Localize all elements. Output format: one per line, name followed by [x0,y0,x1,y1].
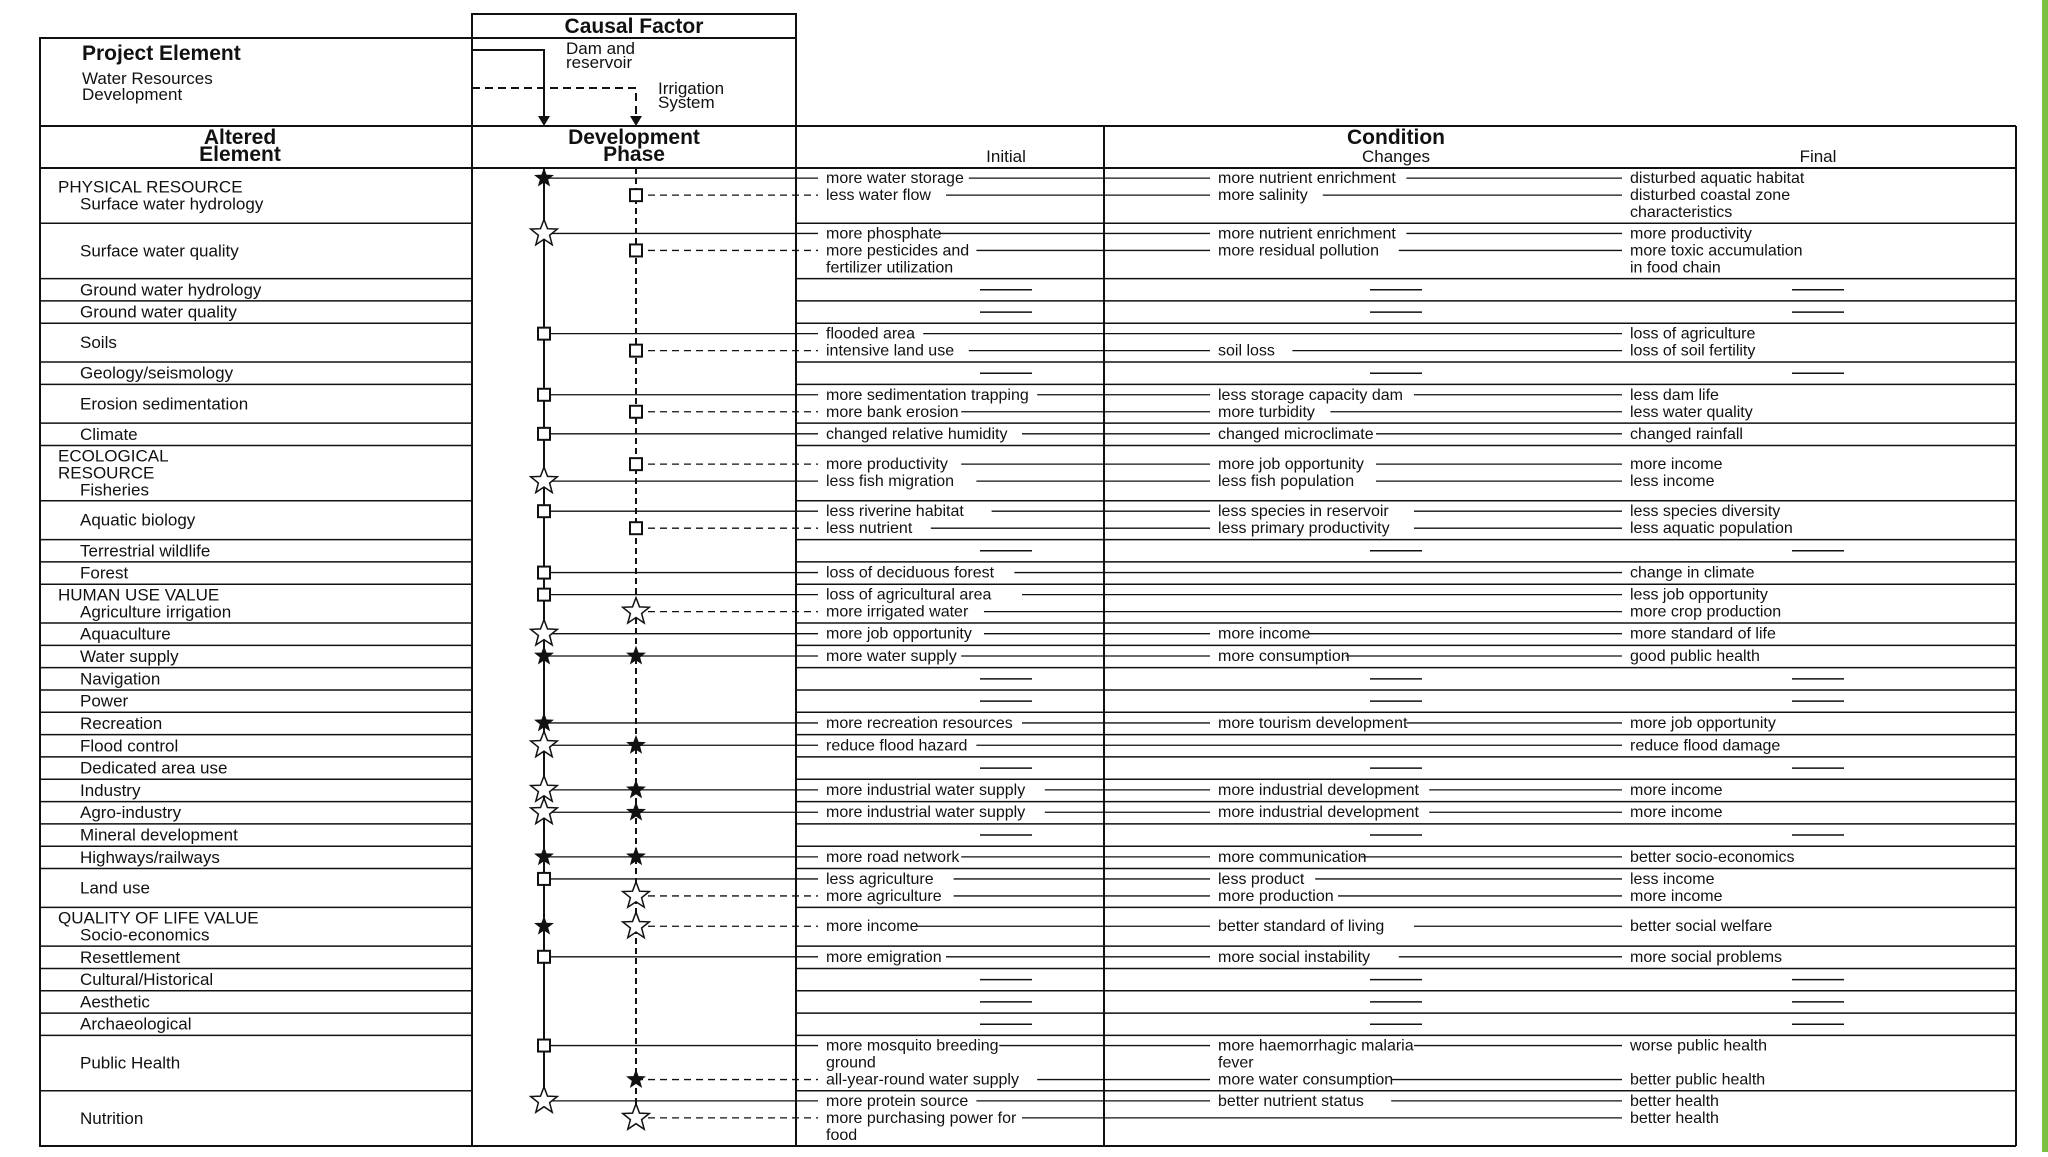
final-condition: characteristics [1630,204,1733,222]
initial-condition: more productivity [826,456,948,474]
altered-element-label: Nutrition [80,1108,144,1128]
final-condition: less dam life [1630,386,1719,404]
final-condition: better health [1630,1109,1719,1127]
irrigation-phase-square-marker [630,522,642,534]
table-body [40,126,2016,1146]
final-condition: more standard of life [1630,625,1776,643]
altered-element-title-2: Element [199,143,281,166]
final-condition: more income [1630,804,1723,822]
altered-element-label: HUMAN USE VALUE [58,585,220,605]
initial-condition: intensive land use [826,342,955,360]
final-condition: less income [1630,473,1715,491]
development-label: Development [82,85,183,104]
condition-change: more communication [1218,848,1367,866]
condition-change: less species in reservoir [1218,503,1389,521]
irrigation-phase-square-marker [630,345,642,357]
changes-subtitle: Changes [1361,147,1431,166]
condition-change: more social instability [1218,948,1371,966]
condition-change: more consumption [1218,648,1350,666]
altered-element-label: Soils [80,333,117,353]
condition-change: more salinity [1218,187,1308,205]
irrigation-connector [472,88,636,118]
initial-condition: more bank erosion [826,403,959,421]
development-phase-title-1: Development [568,126,700,149]
final-condition: more productivity [1630,225,1752,243]
initial-condition: more mosquito breeding [826,1037,999,1055]
altered-element-label: Recreation [80,713,163,733]
altered-element-label: Public Health [80,1053,181,1073]
final-condition: more toxic accumulation [1630,242,1803,260]
initial-condition: more water supply [826,648,957,666]
initial-condition: fertilizer utilization [826,259,954,277]
altered-element-label: Aquaculture [80,624,171,644]
final-condition: changed rainfall [1630,425,1743,443]
final-condition: less aquatic population [1630,520,1793,538]
altered-element-label: Socio-economics [80,925,210,945]
condition-change: more haemorrhagic malaria [1218,1037,1414,1055]
final-condition: reduce flood damage [1630,737,1781,755]
final-condition: less species diversity [1630,503,1781,521]
altered-element-label: Geology/seismology [80,363,234,383]
initial-condition: loss of agricultural area [826,586,992,604]
initial-condition: reduce flood hazard [826,737,968,755]
initial-condition: more income [826,918,919,936]
dam-reservoir-label-2: reservoir [566,53,633,72]
irrigation-system-label-1: Irrigation [658,79,725,98]
condition-title: Condition [1347,126,1445,149]
altered-element-label: Ground water hydrology [80,280,262,300]
dam-phase-square-marker [538,428,550,440]
altered-element-label: Aquatic biology [80,510,196,530]
final-condition: better public health [1630,1071,1766,1089]
final-condition: more job opportunity [1630,714,1776,732]
dam-arrowhead [538,116,550,126]
irrigation-phase-filled-star-marker [627,1071,644,1087]
initial-condition: more recreation resources [826,714,1013,732]
causal-factor-title: Causal Factor [564,15,704,38]
irrigation-phase-star-marker [623,1104,650,1129]
dam-phase-square-marker [538,505,550,517]
final-condition: disturbed aquatic habitat [1630,170,1805,188]
initial-condition: more emigration [826,948,942,966]
initial-condition: less riverine habitat [826,503,964,521]
initial-condition: more phosphate [826,225,942,243]
altered-element-label: Terrestrial wildlife [80,541,211,561]
final-condition: more social problems [1630,948,1783,966]
condition-change: better nutrient status [1218,1092,1364,1110]
final-condition: more income [1630,887,1723,905]
condition-change: more industrial development [1218,781,1419,799]
condition-change: changed microclimate [1218,425,1374,443]
initial-condition: less fish migration [826,473,955,491]
condition-change: better standard of living [1218,918,1385,936]
final-condition: less income [1630,870,1715,888]
irrigation-phase-square-marker [630,189,642,201]
altered-element-label: ECOLOGICAL [58,446,169,466]
altered-element-label: Highways/railways [80,847,220,867]
altered-element-label: Agro-industry [80,803,182,823]
development-phase-title-2: Phase [603,143,665,166]
final-condition: less water quality [1630,403,1753,421]
final-condition: worse public health [1630,1037,1767,1055]
altered-element-label: PHYSICAL RESOURCE [58,177,243,197]
altered-element-label: RESOURCE [58,463,155,483]
altered-element-label: Fisheries [80,480,149,500]
irrigation-phase-square-marker [630,244,642,256]
dam-phase-square-marker [538,951,550,963]
altered-element-label: Industry [80,780,141,800]
final-condition: good public health [1630,648,1760,666]
final-condition: better social welfare [1630,918,1773,936]
condition-change: more water consumption [1218,1071,1394,1089]
initial-condition: more agriculture [826,887,942,905]
dam-reservoir-label-1: Dam and [566,39,635,58]
condition-change: more nutrient enrichment [1218,170,1396,188]
final-condition: better socio-economics [1630,848,1795,866]
final-condition: more income [1630,781,1723,799]
altered-element-label: Erosion sedimentation [80,394,249,414]
irrigation-system-label-2: System [658,93,715,112]
altered-element-label: Land use [80,878,150,898]
dam-phase-square-marker [538,328,550,340]
initial-condition: less water flow [826,187,931,205]
project-element-title: Project Element [82,42,241,65]
altered-element-label: Power [80,691,129,711]
condition-change: less fish population [1218,473,1355,491]
condition-change: more tourism development [1218,714,1408,732]
altered-element-title-1: Altered [203,126,277,149]
condition-change: less primary productivity [1218,520,1390,538]
condition-change: more nutrient enrichment [1218,225,1396,243]
initial-condition: ground [826,1054,876,1072]
water-resources-label: Water Resources [82,69,213,88]
initial-condition: more water storage [826,170,964,188]
altered-element-label: Flood control [80,736,179,756]
condition-change: less storage capacity dam [1218,386,1403,404]
final-condition: loss of agriculture [1630,325,1756,343]
altered-element-label: Mineral development [80,825,238,845]
dam-phase-square-marker [538,589,550,601]
initial-condition: more sedimentation trapping [826,386,1029,404]
dam-connector [472,50,544,118]
final-condition: less job opportunity [1630,586,1768,604]
initial-condition: changed relative humidity [826,425,1008,443]
initial-condition: more road network [826,848,960,866]
final-condition: loss of soil fertility [1630,342,1756,360]
initial-condition: food [826,1126,858,1144]
initial-condition: less agriculture [826,870,934,888]
condition-change: fever [1218,1054,1254,1072]
condition-change: more production [1218,887,1334,905]
irrigation-phase-filled-star-marker [627,781,644,797]
final-condition: disturbed coastal zone [1630,187,1791,205]
altered-element-label: Surface water hydrology [80,194,264,214]
altered-element-label: Aesthetic [80,992,150,1012]
altered-element-label: Resettlement [80,947,181,967]
condition-change: more industrial development [1218,804,1419,822]
dam-phase-square-marker [538,873,550,885]
final-condition: change in climate [1630,564,1755,582]
dam-phase-square-marker [538,389,550,401]
irrigation-phase-filled-star-marker [627,803,644,819]
condition-change: less product [1218,870,1305,888]
altered-element-label: Cultural/Historical [80,970,214,990]
altered-element-label: Navigation [80,669,161,689]
initial-condition: loss of deciduous forest [826,564,995,582]
altered-element-label: QUALITY OF LIFE VALUE [58,908,259,928]
altered-element-label: Agriculture irrigation [80,602,232,622]
irrigation-arrowhead [630,116,642,126]
altered-element-label: Ground water quality [80,302,237,322]
altered-element-label: Archaeological [80,1014,192,1034]
altered-element-label: Climate [80,424,138,444]
initial-subtitle: Initial [986,147,1026,166]
dam-phase-square-marker [538,567,550,579]
initial-condition: more purchasing power for [826,1109,1017,1127]
initial-condition: flooded area [826,325,915,343]
final-condition: more income [1630,456,1723,474]
altered-element-label: Forest [80,563,129,583]
dam-phase-star-marker [531,1087,558,1112]
initial-condition: more protein source [826,1092,969,1110]
condition-change: more residual pollution [1218,242,1379,260]
final-subtitle: Final [1799,147,1837,166]
condition-change: more income [1218,625,1311,643]
initial-condition: more industrial water supply [826,781,1026,799]
initial-condition: more irrigated water [826,603,969,621]
altered-element-label: Surface water quality [80,241,239,261]
final-condition: more crop production [1630,603,1782,621]
initial-condition: more industrial water supply [826,804,1026,822]
irrigation-phase-square-marker [630,458,642,470]
accent-edge-bar [2042,0,2048,1152]
condition-change: soil loss [1218,342,1275,360]
altered-element-label: Dedicated area use [80,758,228,778]
initial-condition: less nutrient [826,520,913,538]
altered-element-label: Water supply [80,647,179,667]
initial-condition: all-year-round water supply [826,1071,1019,1089]
condition-change: more job opportunity [1218,456,1364,474]
condition-change: more turbidity [1218,403,1315,421]
irrigation-phase-square-marker [630,406,642,418]
final-condition: in food chain [1630,259,1721,277]
initial-condition: more job opportunity [826,625,972,643]
initial-condition: more pesticides and [826,242,970,260]
dam-phase-square-marker [538,1040,550,1052]
final-condition: better health [1630,1092,1719,1110]
